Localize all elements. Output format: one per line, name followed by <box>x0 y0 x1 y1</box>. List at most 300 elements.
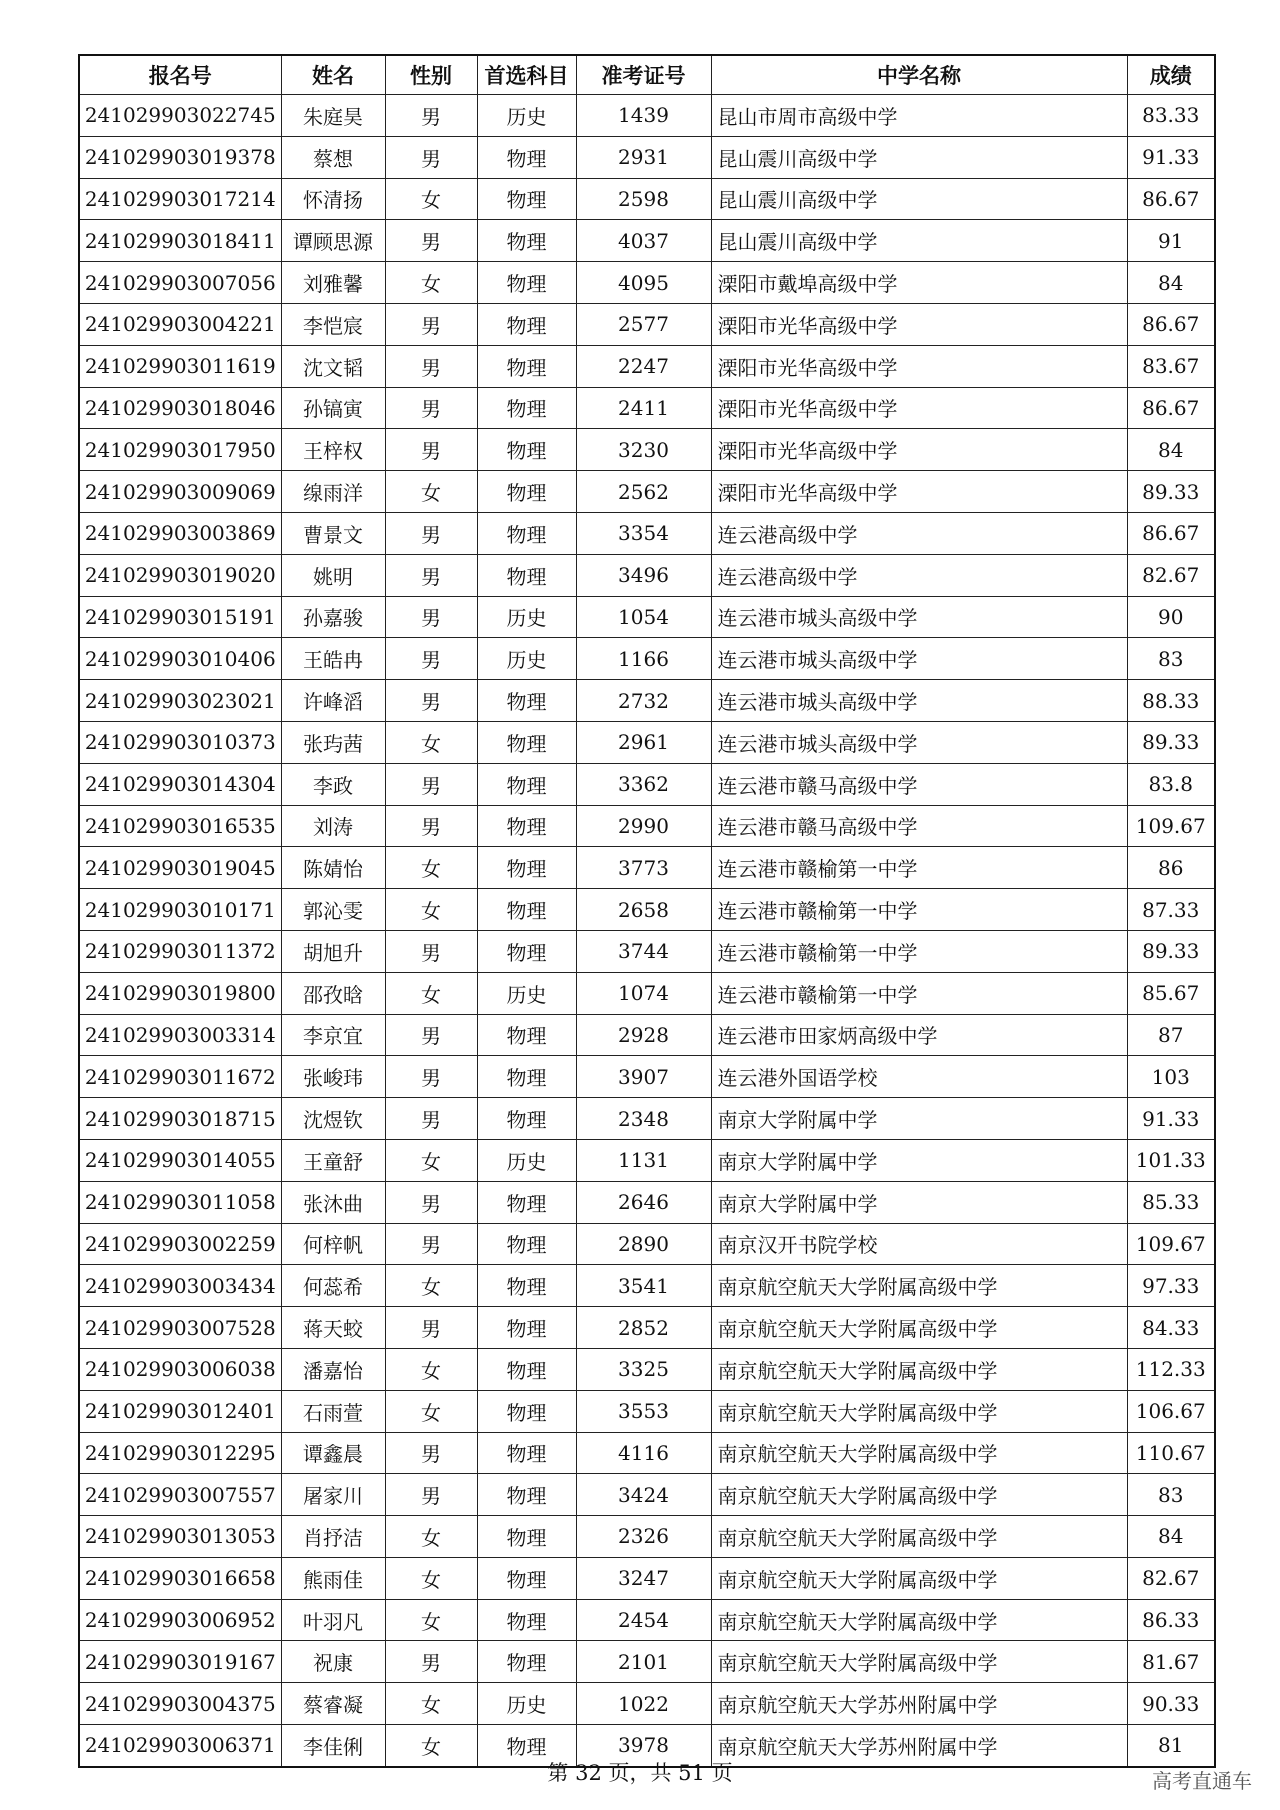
score-cell: 81.67 <box>1127 1641 1215 1683</box>
table-row <box>79 1683 1215 1725</box>
exam-number-cell: 3247 <box>576 1557 711 1599</box>
school-name-cell: 南京大学附属中学 <box>711 1098 1127 1140</box>
subject-cell: 物理 <box>477 1223 576 1265</box>
exam-number-cell: 1074 <box>576 972 711 1014</box>
school-name-cell: 南京航空航天大学附属高级中学 <box>711 1516 1127 1558</box>
table-row <box>79 303 1215 345</box>
exam-number-cell: 1166 <box>576 638 711 680</box>
name-cell: 郭沁雯 <box>281 889 385 931</box>
exam-number-cell: 2598 <box>576 178 711 220</box>
score-cell: 91.33 <box>1127 1098 1215 1140</box>
registration-number-cell: 241029903007557 <box>79 1474 281 1516</box>
gender-cell: 男 <box>385 1307 477 1349</box>
name-cell: 李佳俐 <box>281 1725 385 1767</box>
subject-cell: 物理 <box>477 930 576 972</box>
registration-number-cell: 241029903011372 <box>79 930 281 972</box>
school-name-cell: 南京航空航天大学附属高级中学 <box>711 1641 1127 1683</box>
header-registration-number: 报名号 <box>79 55 281 95</box>
name-cell: 谭顾思源 <box>281 220 385 262</box>
registration-number-cell: 241029903007056 <box>79 262 281 304</box>
table-row <box>79 1014 1215 1056</box>
subject-cell: 物理 <box>477 178 576 220</box>
registration-number-cell: 241029903004221 <box>79 303 281 345</box>
subject-cell: 物理 <box>477 889 576 931</box>
subject-cell: 历史 <box>477 638 576 680</box>
subject-cell: 物理 <box>477 512 576 554</box>
score-cell: 84 <box>1127 262 1215 304</box>
header-school-name: 中学名称 <box>711 55 1127 95</box>
exam-number-cell: 2990 <box>576 805 711 847</box>
registration-number-cell: 241029903019020 <box>79 554 281 596</box>
subject-cell: 物理 <box>477 721 576 763</box>
gender-cell: 男 <box>385 429 477 471</box>
name-cell: 蔡想 <box>281 136 385 178</box>
table-row <box>79 387 1215 429</box>
exam-number-cell: 2577 <box>576 303 711 345</box>
gender-cell: 女 <box>385 471 477 513</box>
header-name: 姓名 <box>281 55 385 95</box>
gender-cell: 男 <box>385 1098 477 1140</box>
subject-cell: 物理 <box>477 1725 576 1767</box>
subject-cell: 物理 <box>477 1516 576 1558</box>
score-table <box>78 54 1216 1768</box>
name-cell: 曹景文 <box>281 512 385 554</box>
gender-cell: 男 <box>385 763 477 805</box>
exam-number-cell: 3354 <box>576 512 711 554</box>
name-cell: 缐雨洋 <box>281 471 385 513</box>
exam-number-cell: 3325 <box>576 1348 711 1390</box>
subject-cell: 物理 <box>477 1265 576 1307</box>
registration-number-cell: 241029903018046 <box>79 387 281 429</box>
score-cell: 106.67 <box>1127 1390 1215 1432</box>
school-name-cell: 昆山市周市高级中学 <box>711 95 1127 137</box>
gender-cell: 女 <box>385 262 477 304</box>
score-cell: 110.67 <box>1127 1432 1215 1474</box>
exam-number-cell: 4116 <box>576 1432 711 1474</box>
name-cell: 何蕊希 <box>281 1265 385 1307</box>
exam-number-cell: 2101 <box>576 1641 711 1683</box>
registration-number-cell: 241029903006038 <box>79 1348 281 1390</box>
registration-number-cell: 241029903007528 <box>79 1307 281 1349</box>
exam-number-cell: 3744 <box>576 930 711 972</box>
exam-number-cell: 2562 <box>576 471 711 513</box>
school-name-cell: 南京航空航天大学附属高级中学 <box>711 1390 1127 1432</box>
name-cell: 孙镐寅 <box>281 387 385 429</box>
gender-cell: 女 <box>385 1390 477 1432</box>
header-exam-number: 准考证号 <box>576 55 711 95</box>
table-row <box>79 1098 1215 1140</box>
exam-number-cell: 1439 <box>576 95 711 137</box>
gender-cell: 男 <box>385 805 477 847</box>
registration-number-cell: 241029903003869 <box>79 512 281 554</box>
school-name-cell: 南京航空航天大学附属高级中学 <box>711 1265 1127 1307</box>
subject-cell: 物理 <box>477 1390 576 1432</box>
registration-number-cell: 241029903010406 <box>79 638 281 680</box>
name-cell: 谭鑫晨 <box>281 1432 385 1474</box>
name-cell: 刘雅馨 <box>281 262 385 304</box>
school-name-cell: 溧阳市光华高级中学 <box>711 345 1127 387</box>
gender-cell: 男 <box>385 1056 477 1098</box>
gender-cell: 女 <box>385 1516 477 1558</box>
name-cell: 蔡睿凝 <box>281 1683 385 1725</box>
score-cell: 90 <box>1127 596 1215 638</box>
exam-number-cell: 2454 <box>576 1599 711 1641</box>
table-row <box>79 1599 1215 1641</box>
table-row <box>79 512 1215 554</box>
exam-number-cell: 3496 <box>576 554 711 596</box>
registration-number-cell: 241029903014055 <box>79 1139 281 1181</box>
exam-number-cell: 2928 <box>576 1014 711 1056</box>
table-row <box>79 1474 1215 1516</box>
name-cell: 屠家川 <box>281 1474 385 1516</box>
table-row <box>79 136 1215 178</box>
school-name-cell: 昆山震川高级中学 <box>711 220 1127 262</box>
subject-cell: 物理 <box>477 471 576 513</box>
registration-number-cell: 241029903013053 <box>79 1516 281 1558</box>
registration-number-cell: 241029903022745 <box>79 95 281 137</box>
gender-cell: 女 <box>385 1599 477 1641</box>
gender-cell: 男 <box>385 1181 477 1223</box>
school-name-cell: 连云港市赣榆第一中学 <box>711 930 1127 972</box>
table-row <box>79 1348 1215 1390</box>
score-cell: 101.33 <box>1127 1139 1215 1181</box>
name-cell: 胡旭升 <box>281 930 385 972</box>
school-name-cell: 连云港市赣榆第一中学 <box>711 972 1127 1014</box>
score-table-container <box>78 54 1214 1768</box>
school-name-cell: 南京航空航天大学附属高级中学 <box>711 1348 1127 1390</box>
score-cell: 87 <box>1127 1014 1215 1056</box>
table-row <box>79 805 1215 847</box>
score-cell: 89.33 <box>1127 471 1215 513</box>
gender-cell: 男 <box>385 1432 477 1474</box>
school-name-cell: 连云港市城头高级中学 <box>711 721 1127 763</box>
name-cell: 潘嘉怡 <box>281 1348 385 1390</box>
exam-number-cell: 2658 <box>576 889 711 931</box>
subject-cell: 物理 <box>477 805 576 847</box>
exam-number-cell: 1054 <box>576 596 711 638</box>
score-cell: 103 <box>1127 1056 1215 1098</box>
score-cell: 83.8 <box>1127 763 1215 805</box>
school-name-cell: 溧阳市光华高级中学 <box>711 303 1127 345</box>
school-name-cell: 南京汉开书院学校 <box>711 1223 1127 1265</box>
gender-cell: 女 <box>385 721 477 763</box>
table-row <box>79 1139 1215 1181</box>
score-cell: 84 <box>1127 429 1215 471</box>
score-cell: 82.67 <box>1127 1557 1215 1599</box>
subject-cell: 物理 <box>477 345 576 387</box>
exam-number-cell: 3230 <box>576 429 711 471</box>
subject-cell: 物理 <box>477 763 576 805</box>
school-name-cell: 连云港高级中学 <box>711 512 1127 554</box>
name-cell: 张玙茜 <box>281 721 385 763</box>
score-cell: 86.67 <box>1127 512 1215 554</box>
school-name-cell: 连云港市城头高级中学 <box>711 680 1127 722</box>
school-name-cell: 南京航空航天大学附属高级中学 <box>711 1599 1127 1641</box>
name-cell: 李政 <box>281 763 385 805</box>
school-name-cell: 南京航空航天大学附属高级中学 <box>711 1432 1127 1474</box>
school-name-cell: 连云港外国语学校 <box>711 1056 1127 1098</box>
registration-number-cell: 241029903011058 <box>79 1181 281 1223</box>
name-cell: 姚明 <box>281 554 385 596</box>
name-cell: 张沐曲 <box>281 1181 385 1223</box>
subject-cell: 物理 <box>477 1014 576 1056</box>
subject-cell: 历史 <box>477 95 576 137</box>
score-cell: 90.33 <box>1127 1683 1215 1725</box>
subject-cell: 物理 <box>477 1181 576 1223</box>
score-cell: 83 <box>1127 638 1215 680</box>
school-name-cell: 溧阳市光华高级中学 <box>711 429 1127 471</box>
school-name-cell: 南京大学附属中学 <box>711 1139 1127 1181</box>
subject-cell: 物理 <box>477 847 576 889</box>
gender-cell: 女 <box>385 1557 477 1599</box>
subject-cell: 物理 <box>477 1307 576 1349</box>
score-cell: 86 <box>1127 847 1215 889</box>
table-row <box>79 847 1215 889</box>
exam-number-cell: 2411 <box>576 387 711 429</box>
registration-number-cell: 241029903019167 <box>79 1641 281 1683</box>
subject-cell: 物理 <box>477 1432 576 1474</box>
subject-cell: 物理 <box>477 680 576 722</box>
gender-cell: 男 <box>385 1474 477 1516</box>
name-cell: 朱庭昊 <box>281 95 385 137</box>
registration-number-cell: 241029903019045 <box>79 847 281 889</box>
exam-number-cell: 2732 <box>576 680 711 722</box>
subject-cell: 物理 <box>477 1557 576 1599</box>
score-cell: 84 <box>1127 1516 1215 1558</box>
registration-number-cell: 241029903012401 <box>79 1390 281 1432</box>
name-cell: 王皓冉 <box>281 638 385 680</box>
registration-number-cell: 241029903019800 <box>79 972 281 1014</box>
name-cell: 李恺宸 <box>281 303 385 345</box>
name-cell: 许峰滔 <box>281 680 385 722</box>
school-name-cell: 南京航空航天大学附属高级中学 <box>711 1474 1127 1516</box>
name-cell: 叶羽凡 <box>281 1599 385 1641</box>
score-cell: 84.33 <box>1127 1307 1215 1349</box>
table-row <box>79 763 1215 805</box>
subject-cell: 历史 <box>477 972 576 1014</box>
table-row <box>79 1307 1215 1349</box>
score-cell: 89.33 <box>1127 930 1215 972</box>
score-cell: 97.33 <box>1127 1265 1215 1307</box>
name-cell: 蒋天蛟 <box>281 1307 385 1349</box>
school-name-cell: 连云港市城头高级中学 <box>711 638 1127 680</box>
table-row <box>79 262 1215 304</box>
score-cell: 86.67 <box>1127 303 1215 345</box>
table-row <box>79 1432 1215 1474</box>
school-name-cell: 溧阳市光华高级中学 <box>711 387 1127 429</box>
registration-number-cell: 241029903023021 <box>79 680 281 722</box>
subject-cell: 历史 <box>477 1683 576 1725</box>
table-header-row <box>79 55 1215 95</box>
subject-cell: 物理 <box>477 136 576 178</box>
table-row <box>79 889 1215 931</box>
name-cell: 沈煜钦 <box>281 1098 385 1140</box>
registration-number-cell: 241029903003434 <box>79 1265 281 1307</box>
table-row <box>79 220 1215 262</box>
name-cell: 祝康 <box>281 1641 385 1683</box>
gender-cell: 男 <box>385 345 477 387</box>
name-cell: 孙嘉骏 <box>281 596 385 638</box>
subject-cell: 物理 <box>477 1599 576 1641</box>
score-cell: 85.33 <box>1127 1181 1215 1223</box>
name-cell: 何梓帆 <box>281 1223 385 1265</box>
score-cell: 112.33 <box>1127 1348 1215 1390</box>
gender-cell: 女 <box>385 1683 477 1725</box>
gender-cell: 男 <box>385 1223 477 1265</box>
header-score: 成绩 <box>1127 55 1215 95</box>
table-row <box>79 638 1215 680</box>
gender-cell: 男 <box>385 95 477 137</box>
score-cell: 82.67 <box>1127 554 1215 596</box>
gender-cell: 男 <box>385 136 477 178</box>
header-gender: 性别 <box>385 55 477 95</box>
school-name-cell: 连云港市赣马高级中学 <box>711 805 1127 847</box>
gender-cell: 男 <box>385 554 477 596</box>
registration-number-cell: 241029903006371 <box>79 1725 281 1767</box>
gender-cell: 女 <box>385 889 477 931</box>
registration-number-cell: 241029903009069 <box>79 471 281 513</box>
school-name-cell: 连云港市田家炳高级中学 <box>711 1014 1127 1056</box>
registration-number-cell: 241029903017214 <box>79 178 281 220</box>
registration-number-cell: 241029903006952 <box>79 1599 281 1641</box>
subject-cell: 物理 <box>477 1056 576 1098</box>
gender-cell: 男 <box>385 680 477 722</box>
registration-number-cell: 241029903004375 <box>79 1683 281 1725</box>
table-row <box>79 1056 1215 1098</box>
registration-number-cell: 241029903010373 <box>79 721 281 763</box>
registration-number-cell: 241029903014304 <box>79 763 281 805</box>
gender-cell: 男 <box>385 512 477 554</box>
score-cell: 85.67 <box>1127 972 1215 1014</box>
gender-cell: 女 <box>385 1139 477 1181</box>
score-cell: 86.33 <box>1127 1599 1215 1641</box>
registration-number-cell: 241029903003314 <box>79 1014 281 1056</box>
score-cell: 89.33 <box>1127 721 1215 763</box>
gender-cell: 女 <box>385 178 477 220</box>
score-cell: 109.67 <box>1127 805 1215 847</box>
exam-number-cell: 2646 <box>576 1181 711 1223</box>
subject-cell: 物理 <box>477 387 576 429</box>
registration-number-cell: 241029903002259 <box>79 1223 281 1265</box>
exam-number-cell: 2852 <box>576 1307 711 1349</box>
name-cell: 陈婧怡 <box>281 847 385 889</box>
registration-number-cell: 241029903012295 <box>79 1432 281 1474</box>
table-body <box>79 95 1215 1767</box>
score-cell: 86.67 <box>1127 387 1215 429</box>
exam-number-cell: 2326 <box>576 1516 711 1558</box>
exam-number-cell: 3978 <box>576 1725 711 1767</box>
gender-cell: 男 <box>385 930 477 972</box>
header-primary-subject: 首选科目 <box>477 55 576 95</box>
table-row <box>79 721 1215 763</box>
school-name-cell: 南京航空航天大学附属高级中学 <box>711 1557 1127 1599</box>
gender-cell: 女 <box>385 1265 477 1307</box>
table-row <box>79 1641 1215 1683</box>
school-name-cell: 昆山震川高级中学 <box>711 178 1127 220</box>
table-row <box>79 1181 1215 1223</box>
name-cell: 熊雨佳 <box>281 1557 385 1599</box>
registration-number-cell: 241029903017950 <box>79 429 281 471</box>
exam-number-cell: 2931 <box>576 136 711 178</box>
exam-number-cell: 1022 <box>576 1683 711 1725</box>
gender-cell: 女 <box>385 1725 477 1767</box>
school-name-cell: 南京大学附属中学 <box>711 1181 1127 1223</box>
exam-number-cell: 3553 <box>576 1390 711 1432</box>
gender-cell: 男 <box>385 1641 477 1683</box>
school-name-cell: 连云港市城头高级中学 <box>711 596 1127 638</box>
exam-number-cell: 3907 <box>576 1056 711 1098</box>
exam-number-cell: 3424 <box>576 1474 711 1516</box>
score-cell: 91 <box>1127 220 1215 262</box>
subject-cell: 历史 <box>477 1139 576 1181</box>
score-cell: 88.33 <box>1127 680 1215 722</box>
registration-number-cell: 241029903018411 <box>79 220 281 262</box>
school-name-cell: 昆山震川高级中学 <box>711 136 1127 178</box>
table-row <box>79 95 1215 137</box>
name-cell: 怀清扬 <box>281 178 385 220</box>
subject-cell: 物理 <box>477 1098 576 1140</box>
table-row <box>79 429 1215 471</box>
exam-number-cell: 2890 <box>576 1223 711 1265</box>
registration-number-cell: 241029903018715 <box>79 1098 281 1140</box>
exam-number-cell: 4095 <box>576 262 711 304</box>
gender-cell: 男 <box>385 303 477 345</box>
school-name-cell: 南京航空航天大学苏州附属中学 <box>711 1683 1127 1725</box>
gender-cell: 女 <box>385 1348 477 1390</box>
school-name-cell: 南京航空航天大学苏州附属中学 <box>711 1725 1127 1767</box>
subject-cell: 物理 <box>477 1474 576 1516</box>
school-name-cell: 溧阳市戴埠高级中学 <box>711 262 1127 304</box>
subject-cell: 物理 <box>477 1348 576 1390</box>
table-row <box>79 1516 1215 1558</box>
registration-number-cell: 241029903016658 <box>79 1557 281 1599</box>
score-cell: 81 <box>1127 1725 1215 1767</box>
table-row <box>79 1390 1215 1432</box>
score-cell: 86.67 <box>1127 178 1215 220</box>
subject-cell: 历史 <box>477 596 576 638</box>
table-row <box>79 345 1215 387</box>
gender-cell: 女 <box>385 972 477 1014</box>
gender-cell: 女 <box>385 847 477 889</box>
name-cell: 刘涛 <box>281 805 385 847</box>
table-row <box>79 972 1215 1014</box>
exam-number-cell: 2247 <box>576 345 711 387</box>
table-row <box>79 1265 1215 1307</box>
subject-cell: 物理 <box>477 262 576 304</box>
gender-cell: 男 <box>385 220 477 262</box>
table-row <box>79 680 1215 722</box>
school-name-cell: 南京航空航天大学附属高级中学 <box>711 1307 1127 1349</box>
table-row <box>79 930 1215 972</box>
name-cell: 张峻玮 <box>281 1056 385 1098</box>
school-name-cell: 连云港高级中学 <box>711 554 1127 596</box>
table-row <box>79 178 1215 220</box>
school-name-cell: 溧阳市光华高级中学 <box>711 471 1127 513</box>
registration-number-cell: 241029903011672 <box>79 1056 281 1098</box>
score-cell: 83.67 <box>1127 345 1215 387</box>
subject-cell: 物理 <box>477 1641 576 1683</box>
subject-cell: 物理 <box>477 303 576 345</box>
subject-cell: 物理 <box>477 429 576 471</box>
registration-number-cell: 241029903015191 <box>79 596 281 638</box>
school-name-cell: 连云港市赣马高级中学 <box>711 763 1127 805</box>
name-cell: 王童舒 <box>281 1139 385 1181</box>
exam-number-cell: 1131 <box>576 1139 711 1181</box>
exam-number-cell: 3362 <box>576 763 711 805</box>
gender-cell: 男 <box>385 387 477 429</box>
exam-number-cell: 4037 <box>576 220 711 262</box>
gender-cell: 男 <box>385 1014 477 1056</box>
